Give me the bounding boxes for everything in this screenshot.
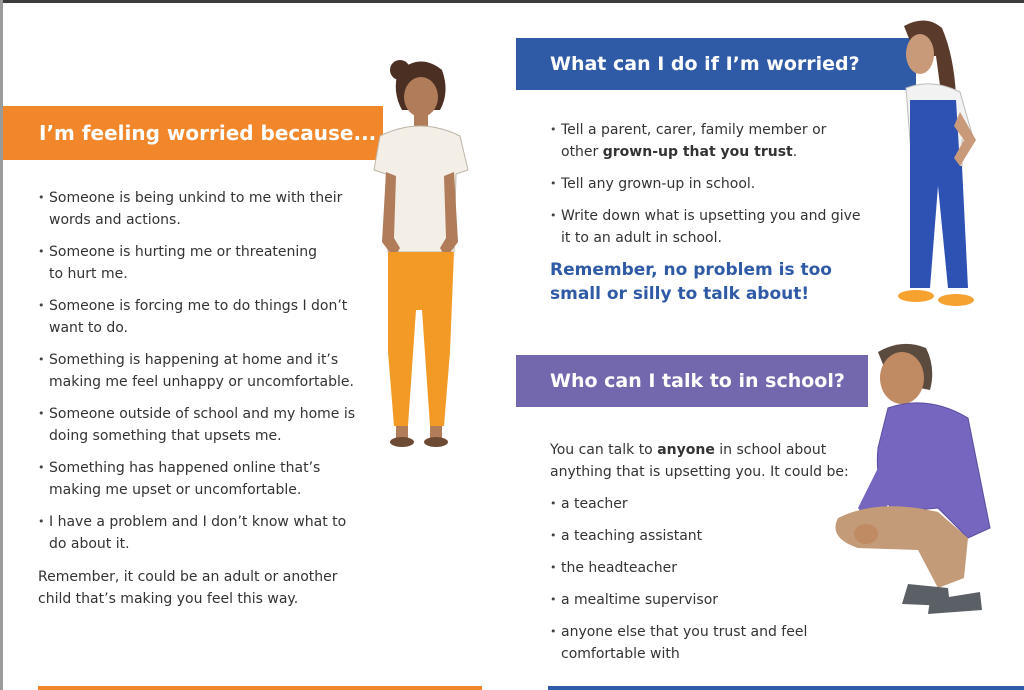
remember-note — [38, 566, 358, 610]
remember-callout — [550, 258, 850, 306]
list-item-line: • I have a problem and I don’t know what to — [49, 514, 347, 530]
feeling-worried-heading-text: I’m feeling worried because... — [39, 121, 377, 145]
list-item-line: • Someone is hurting me or threatening — [49, 244, 318, 260]
list-item — [550, 621, 850, 665]
who-can-i-talk-to-heading-text: Who can I talk to in school? — [550, 370, 845, 392]
remember-callout-line: Remember, no problem is too — [550, 260, 832, 280]
feeling-worried-heading — [3, 106, 383, 160]
list-item — [38, 241, 368, 285]
list-item-line: doing something that upsets me. — [49, 428, 282, 444]
what-can-i-do-heading — [516, 38, 916, 90]
list-item-line: making me feel unhappy or uncomfortable. — [49, 374, 354, 390]
list-item-line: • Someone outside of school and my home is — [49, 406, 356, 422]
list-item-line: • Something is happening at home and it’s — [49, 352, 339, 368]
list-item — [38, 511, 368, 555]
list-item — [550, 205, 880, 249]
list-item — [550, 173, 880, 195]
what-to-do-list — [550, 119, 880, 259]
list-item-line: • Someone is forcing me to do things I don’t — [49, 298, 348, 314]
list-item-line: making me upset or uncomfortable. — [49, 482, 302, 498]
list-item-line: it to an adult in school. — [561, 230, 722, 246]
window-left-border — [0, 0, 3, 690]
list-item-line — [561, 141, 880, 163]
who-can-i-talk-to-heading — [516, 355, 868, 407]
list-item-line: • anyone else that you trust and feel — [561, 624, 808, 640]
list-item-bold-text: grown-up that you trust — [602, 144, 793, 160]
list-item-line: • Tell a parent, carer, family member or — [561, 122, 827, 138]
list-item-line: • Tell any grown-up in school. — [561, 176, 756, 192]
list-item-text: other — [561, 144, 603, 160]
list-item-line: • the headteacher — [561, 560, 677, 576]
list-item — [550, 119, 880, 163]
talk-intro-part: You can talk to — [550, 442, 658, 458]
remember-callout-line: small or silly to talk about! — [550, 284, 810, 304]
list-item — [38, 403, 368, 447]
list-item — [550, 525, 850, 547]
standing-child-illustration — [876, 16, 980, 318]
list-item-text: . — [792, 144, 798, 160]
list-item-line: want to do. — [49, 320, 129, 336]
list-item-line: • Write down what is upsetting you and give — [561, 208, 861, 224]
list-item — [38, 457, 368, 501]
bottom-divider-blue — [548, 686, 1024, 690]
list-item-line: comfortable with — [561, 646, 680, 662]
list-item-line: • Someone is being unkind to me with their — [49, 190, 343, 206]
list-item — [38, 349, 368, 393]
bottom-divider-orange — [38, 686, 482, 690]
list-item-line: • a teacher — [561, 496, 628, 512]
list-item — [38, 187, 368, 231]
window-top-border — [0, 0, 1024, 3]
talk-intro-bold: anyone — [657, 442, 715, 458]
list-item-line: do about it. — [49, 536, 130, 552]
list-item — [550, 493, 850, 515]
talk-intro-line: anything that is upsetting you. It could be: — [550, 464, 849, 480]
trusted-adults-list — [550, 493, 850, 675]
list-item-line: • a teaching assistant — [561, 528, 703, 544]
crouching-adult-illustration — [818, 338, 998, 624]
list-item — [550, 589, 850, 611]
what-can-i-do-heading-text: What can I do if I’m worried? — [550, 53, 860, 75]
list-item-line: • a mealtime supervisor — [561, 592, 719, 608]
list-item — [38, 295, 368, 339]
list-item-line: to hurt me. — [49, 266, 128, 282]
list-item — [550, 557, 850, 579]
worried-girl-illustration — [360, 52, 480, 448]
list-item-line: • Something has happened online that’s — [49, 460, 321, 476]
remember-note-line: Remember, it could be an adult or another — [38, 569, 338, 585]
talk-intro-part: in school about — [714, 442, 827, 458]
remember-note-line: child that’s making you feel this way. — [38, 591, 299, 607]
list-item-line: words and actions. — [49, 212, 181, 228]
worry-reasons-list — [38, 187, 368, 565]
